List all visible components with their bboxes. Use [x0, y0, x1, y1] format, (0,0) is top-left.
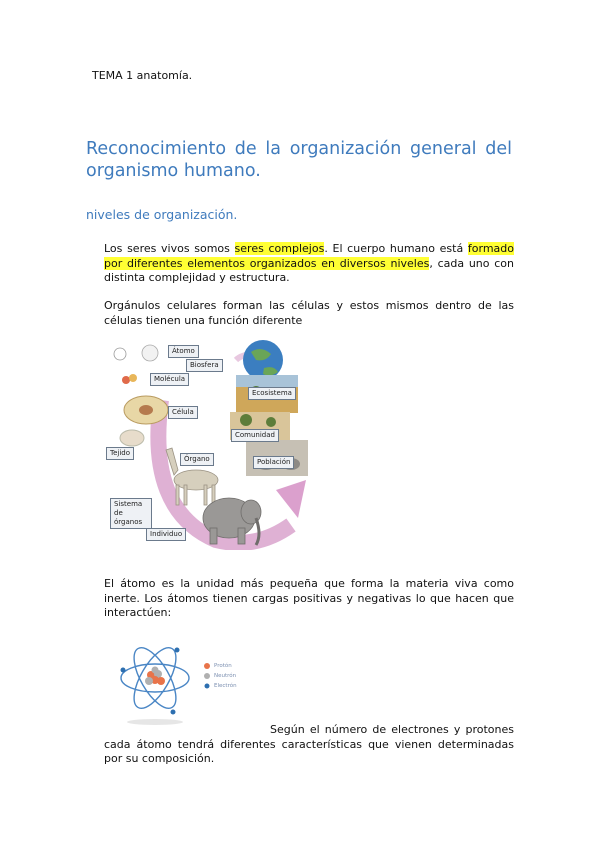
atom-illustration [115, 630, 260, 730]
organelles-paragraph: Orgánulos celulares forman las células y estos mismos dentro de las células tienen una función diferente [104, 299, 514, 327]
level-label-organ: Órgano [180, 453, 214, 466]
level-label-atom: Átomo [168, 345, 199, 358]
legend-electron: Electrón [214, 683, 237, 689]
text-run: . El cuerpo humano está [324, 242, 468, 255]
arrow-head [276, 480, 306, 518]
level-label-community: Comunidad [231, 429, 279, 442]
proton-legend-dot [204, 663, 210, 669]
level-label-molecule: Molécula [150, 373, 189, 386]
organization-levels-figure [106, 340, 321, 550]
atom-figure [115, 630, 260, 730]
level-label-individual: Individuo [146, 528, 186, 541]
level-label-ecosystem: Ecosistema [248, 387, 296, 400]
highlighted-text: formado por diferentes elementos organizados en diversos niveles [104, 242, 514, 270]
level-label-biosphere: Biosfera [186, 359, 223, 372]
atom-paragraph: El átomo es la unidad más pequeña que forma la materia viva como inerte. Los átomos tienen cargas positivas y negativas lo que hacen que interactúen: [104, 577, 514, 619]
electron-dot [121, 668, 126, 673]
legend-neutron: Neutrón [214, 673, 237, 679]
legend-proton: Protón [214, 663, 232, 669]
atom-icon [114, 348, 126, 360]
level-label-organ-system: Sistema de órganos [110, 498, 152, 529]
text-run: , cada uno con distinta complejidad y estructura. [104, 256, 514, 284]
section-subtitle: niveles de organización. [86, 207, 238, 222]
neutron-legend-dot [204, 673, 210, 679]
level-label-population: Población [253, 456, 294, 469]
electron-legend-dot [205, 684, 210, 689]
level-label-cell: Célula [168, 406, 198, 419]
highlighted-text: seres complejos [234, 242, 325, 255]
intro-paragraph [104, 242, 514, 286]
tissue-icon [120, 430, 144, 446]
section-title: Reconocimiento de la organización general del organismo humano. [86, 139, 512, 181]
electrons-paragraph: Según el número de electrones y protones cada átomo tendrá diferentes características que vienen determinadas por su composición. [104, 723, 514, 765]
electron-dot [175, 648, 180, 653]
level-label-tissue: Tejido [106, 447, 134, 460]
electron-dot [171, 710, 176, 715]
text-run: Los seres vivos somos [104, 242, 235, 255]
topic-header: TEMA 1 anatomía. [92, 69, 193, 82]
nucleus [145, 667, 165, 686]
